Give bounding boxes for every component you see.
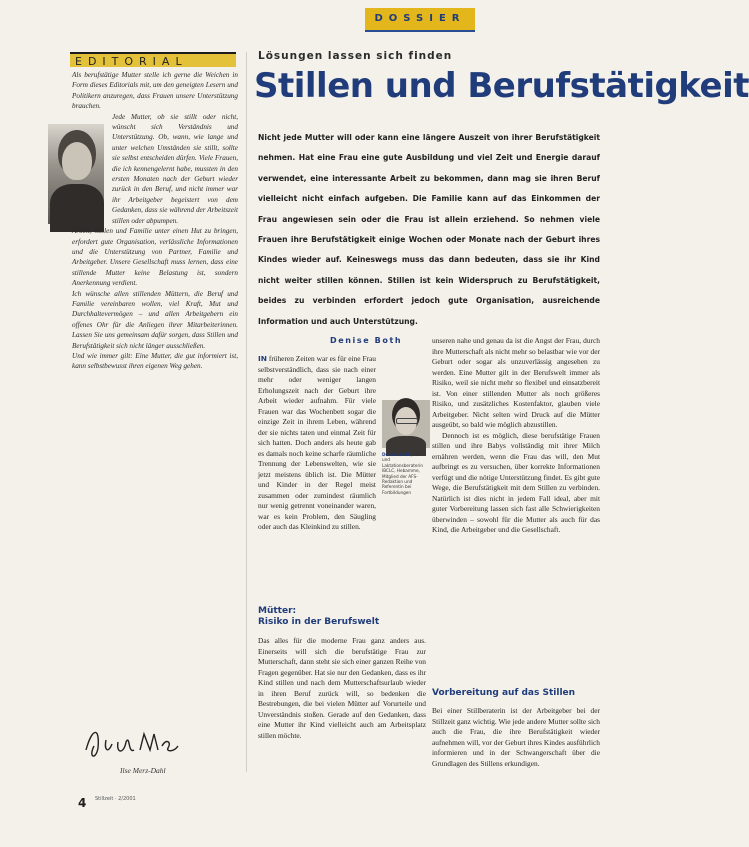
section-heading-line: Risiko in der Berufswelt <box>258 617 380 627</box>
article-lead <box>258 128 600 332</box>
author-photo <box>382 400 430 448</box>
editorial-header: EDITORIAL <box>70 52 236 67</box>
section-heading-risk <box>258 606 379 628</box>
editorial-paragraph: Jede Mutter, ob sie stillt oder nicht, wünscht sich Verständnis und Unterstützung. Ob, wann, wie lange und unter welchen Umständen sie stillt, sollte sie selbst entscheiden dürfen. Viele Frauen, die ich kennengelernt habe, mussten in den ersten Monaten nach der Geburt wieder zurück in den Beruf, und nicht immer war ihr Arbeitgeber begeistert von dem Gedanken, dass sie während der Arbeitszeit stillen oder abpumpen. <box>112 112 238 225</box>
article-column-two <box>432 336 600 536</box>
footer-brand: Stillzeit · 2/2001 <box>95 796 136 802</box>
intro-dropcap: IN <box>258 354 267 363</box>
author-photo-box <box>382 400 430 495</box>
editorial-paragraph: Als berufstätige Mutter stelle ich gerne die Weichen in Form dieses Editorials mit, um den geneigten Lesern und Politikern anzuregen, dass Frauen unsere Unterstützung brauchen. <box>72 71 238 111</box>
author-photo-caption <box>382 452 430 495</box>
section-heading-preparation: Vorbereitung auf das Stillen <box>432 688 576 698</box>
section-risk-paragraph: Das alles für die moderne Frau ganz anders aus. Einerseits will sich die berufstätige Frau zur Mutterschaft, dann steht sie sich einer ganzen Reihe von Fragen gegenüber. Hat sie nur den Gedanken, dass es ihr Kind stillen und nach dem Mutterschaftsurlaub wieder in ihren Beruf zurück will, so bedenken die Bestrebungen, die bei vielen Mütter auf Vorurteile und Unverständnis stoßen. Gerade auf den Gedanken, dass eine Mutter ihr Kind vielleicht auch am Arbeitsplatz stillen möchte. <box>258 636 426 740</box>
editorial-text <box>72 70 238 372</box>
column-two-paragraph: unseren nahe und genau da ist die Angst der Frau, durch ihre Mutterschaft als nicht mehr so belastbar wie vor der Geburt oder sogar als unzuverlässig angesehen zu werden. Eine Mutter gilt in der Berufswelt immer als Risiko, weil sie nicht mehr so flexibel und einsatzbereit ist. Von einer stillenden Mutter als noch größeres Risiko, und zusätzliches Kostenfaktor, glauben viele Arbeitgeber. Nicht selten wird Druck auf die Mütter ausgeübt, so bald wie möglich abzustillen. <box>432 336 600 429</box>
signature-name: Ilse Merz-Dahl <box>120 766 166 775</box>
lead-paragraph: Nicht jede Mutter will oder kann eine längere Auszeit von ihrer Berufstätigkeit nehmen. Hat eine Frau eine gute Ausbildung und viel Zeit und Energie darauf verwendet, eine interessante Arbeit zu bekommen, dann mag sie ihren Beruf vielleicht nicht einfach aufgeben. Die Familie kann auf das Einkommen der Frau angewiesen sein oder die Frau ist allein erziehend. So nehmen viele Frauen ihre Berufstätigkeit einige Wochen oder Monate nach der Geburt ihres Kindes wieder auf. Keineswegs muss das dann bedeuten, dass sie ihr Kind nicht weiter stillen können. Stillen ist kein Widerspruch zu Berufstätigkeit, beides zu verbinden erfordert jedoch gute Organisation, ausreichende Information und auch Unterstützung. <box>258 133 600 326</box>
section-preparation-text <box>432 706 600 769</box>
dossier-banner: DOSSIER <box>365 8 475 32</box>
editorial-paragraph: Und wie immer gilt: Eine Mutter, die gut informiert ist, kann selbstbewusst ihren eigenen Weg gehen. <box>72 351 238 371</box>
article-kicker: Lösungen lassen sich finden <box>258 50 453 62</box>
editorial-paragraph: Ich wünsche allen stillenden Müttern, die Beruf und Familie vereinbaren wollen, viel Kraft, Mut und Durchhaltevermögen – und allen Arbeitgebern ein offenes Ohr für die Anliegen ihrer Mitarbeiterinnen. Lassen Sie uns gemeinsam dafür sorgen, dass Stillen und Berufstätigkeit sich nicht länger ausschließen. <box>72 289 238 350</box>
photo-caption-text: Still- und Laktationsberaterin IBCLC, Hebamme, Mitglied der AFS-Redaktion und Referentin bei Fortbildungen <box>382 452 424 495</box>
column-two-paragraph: Dennoch ist es möglich, diese berufstätige Frauen stillen und ihre Babys vollständig mit ihrer Milch ernähren werden, wenn die Frau das will, den Mut aufbringt es zu versuchen, über korrekte Informationen verfügt und die nötige Unterstützung findet. Es gibt gute Wege, die Berufstätigkeit mit dem Stillen zu verbinden. Natürlich ist dies nicht in jedem Fall ideal, aber mit guter Vorbereitung lassen sich fast alle Schwierigkeiten überwinden – sowohl für die Mutter als auch für das Kind, die Arbeitgeber und die Gesellschaft. <box>432 430 600 534</box>
section-risk-text <box>258 636 426 741</box>
intro-text: früheren Zeiten war es für eine Frau selbstverständlich, dass sie nach einer mehr oder weniger langen Erholungszeit nach der Geburt ihre Arbeit wieder aufnahm. Für viele Frauen war das Wochenbett sogar die einzige Zeit in ihrem Leben, während der sie nichts taten und einmal Zeit für sich hatten. Doch anders als heute gab es damals noch keine scharfe räumliche Trennung der Lebenswelten, wie sie jetzt meistens üblich ist. Die Mütter und Kinder in der Regel meist zusammen oder zumindest räumlich nur wenig getrennt voneinander waren, war es kein Problem, den Säugling oder auch das Kleinkind zu stillen. <box>258 354 376 531</box>
section-heading-line: Mütter: <box>258 606 297 616</box>
section-preparation-paragraph: Bei einer Stillberaterin ist der Arbeitgeber bei der Stillzeit ganz wichtig. Wie jede andere Mutter sollte sich auch die Frau, die ihre Berufstätigkeit wieder aufnehmen will, vor der Geburt ihres Kindes ausführlich informieren und in der Schwangerschaft über die Grundlagen des Stillens erkundigen. <box>432 706 600 768</box>
page-number: 4 <box>78 796 87 810</box>
editorial-paragraph: Arbeit, Stillen und Familie unter einen Hut zu bringen, erfordert gute Organisation, verlässliche Informationen und die Unterstützung von Partner, Familie und Arbeitgeber. Unsere Gesellschaft muss lernen, dass eine stillende Mutter keine Belastung ist, sondern Anerkennung verdient. <box>72 227 238 288</box>
article-author: Denise Both <box>330 336 403 345</box>
signature-image <box>78 720 188 764</box>
article-headline: Stillen und Berufstätigkeit <box>254 66 749 106</box>
photo-caption-name: Denise Both, <box>382 452 413 457</box>
column-divider <box>246 52 247 772</box>
article-intro <box>258 354 376 533</box>
